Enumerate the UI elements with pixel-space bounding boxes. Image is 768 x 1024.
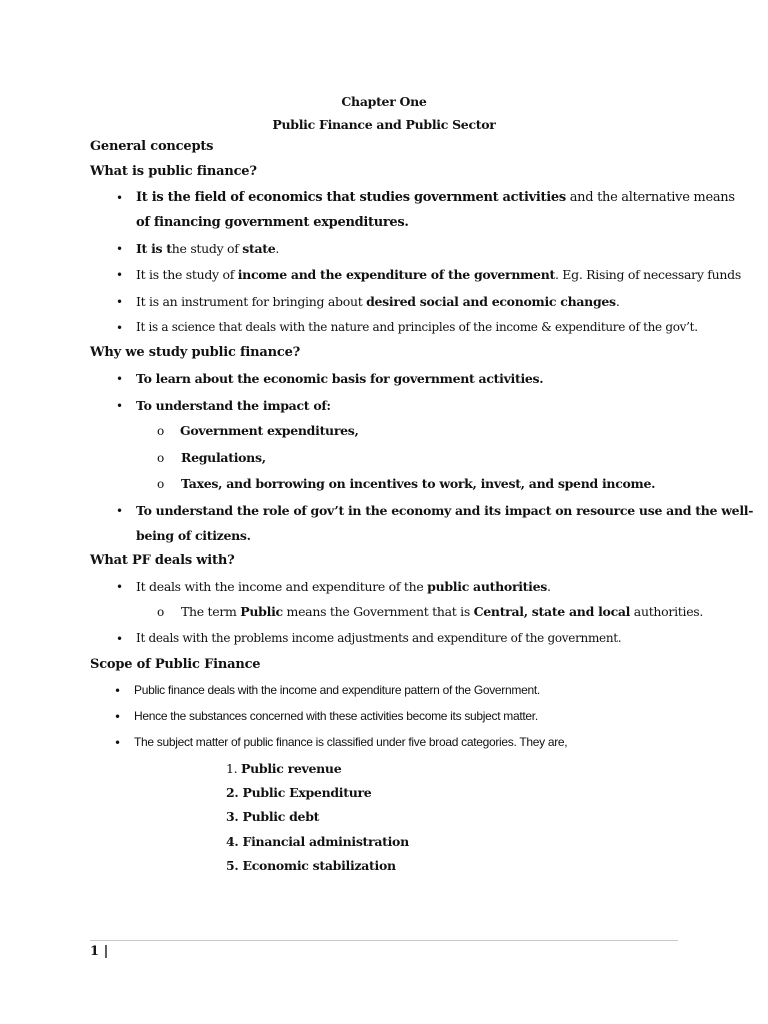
list-item: It deals with the income and expenditure of the public authorities. bbox=[136, 579, 551, 594]
bullet-icon bbox=[116, 504, 123, 518]
bullet-icon bbox=[114, 710, 121, 724]
heading-what-is-public-finance: What is public finance? bbox=[90, 164, 257, 179]
numbered-item: 1. Public revenue bbox=[226, 761, 342, 776]
heading-scope: Scope of Public Finance bbox=[90, 657, 261, 672]
list-item: It is the study of income and the expenditure of the government. Eg. Rising of necessary funds bbox=[136, 267, 741, 282]
bullet-icon bbox=[114, 736, 121, 750]
list-item: It is an instrument for bringing about desired social and economic changes. bbox=[136, 294, 620, 309]
bullet-icon bbox=[116, 372, 123, 386]
sub-bullet-icon bbox=[157, 477, 164, 491]
heading-why-study: Why we study public finance? bbox=[90, 345, 301, 360]
list-item: It is the study of state. bbox=[136, 241, 280, 256]
numbered-item: 3. Public debt bbox=[226, 809, 320, 824]
page-title: Public Finance and Public Sector bbox=[272, 117, 496, 132]
numbered-item: 2. Public Expenditure bbox=[226, 785, 372, 800]
list-item-continuation: being of citizens. bbox=[136, 528, 251, 543]
sub-bullet-icon bbox=[157, 605, 164, 619]
numbered-item: 4. Financial administration bbox=[226, 834, 409, 849]
bullet-icon bbox=[116, 580, 123, 594]
bullet-icon bbox=[116, 632, 123, 646]
chapter-label: Chapter One bbox=[341, 94, 427, 109]
sub-list-item: Government expenditures, bbox=[180, 423, 359, 438]
heading-general-concepts: General concepts bbox=[90, 139, 214, 154]
sub-list-item: The term Public means the Government that is Central, state and local authorities. bbox=[181, 604, 704, 619]
list-item: It is a science that deals with the nature and principles of the income & expenditure of the gov’t. bbox=[136, 320, 698, 334]
sub-bullet-icon bbox=[157, 451, 164, 465]
list-item: To understand the impact of: bbox=[136, 398, 331, 413]
list-item: The subject matter of public finance is classified under five broad categories. They are, bbox=[134, 735, 568, 749]
sub-bullet-icon bbox=[157, 424, 164, 438]
list-item: To learn about the economic basis for government activities. bbox=[136, 371, 544, 386]
bullet-icon bbox=[116, 191, 123, 205]
page-number: 1 | bbox=[90, 944, 109, 959]
bullet-icon bbox=[116, 321, 123, 335]
list-item: To understand the role of gov’t in the economy and its impact on resource use and the well- bbox=[136, 503, 754, 518]
numbered-item: 5. Economic stabilization bbox=[226, 858, 396, 873]
list-item-continuation: of financing government expenditures. bbox=[136, 215, 409, 230]
bullet-icon bbox=[116, 399, 123, 413]
list-item: It deals with the problems income adjustments and expenditure of the government. bbox=[136, 631, 622, 645]
list-item: Public finance deals with the income and expenditure pattern of the Government. bbox=[134, 683, 540, 697]
bullet-icon bbox=[116, 268, 123, 282]
bullet-icon bbox=[116, 242, 123, 256]
list-item: It is the field of economics that studies government activities and the alternative means bbox=[136, 190, 735, 205]
list-item: Hence the substances concerned with these activities become its subject matter. bbox=[134, 709, 538, 723]
bullet-icon bbox=[114, 684, 121, 698]
footer-divider bbox=[90, 940, 678, 941]
bullet-icon bbox=[116, 295, 123, 309]
heading-what-pf-deals-with: What PF deals with? bbox=[90, 553, 235, 568]
sub-list-item: Taxes, and borrowing on incentives to work, invest, and spend income. bbox=[181, 476, 656, 491]
sub-list-item: Regulations, bbox=[181, 450, 266, 465]
